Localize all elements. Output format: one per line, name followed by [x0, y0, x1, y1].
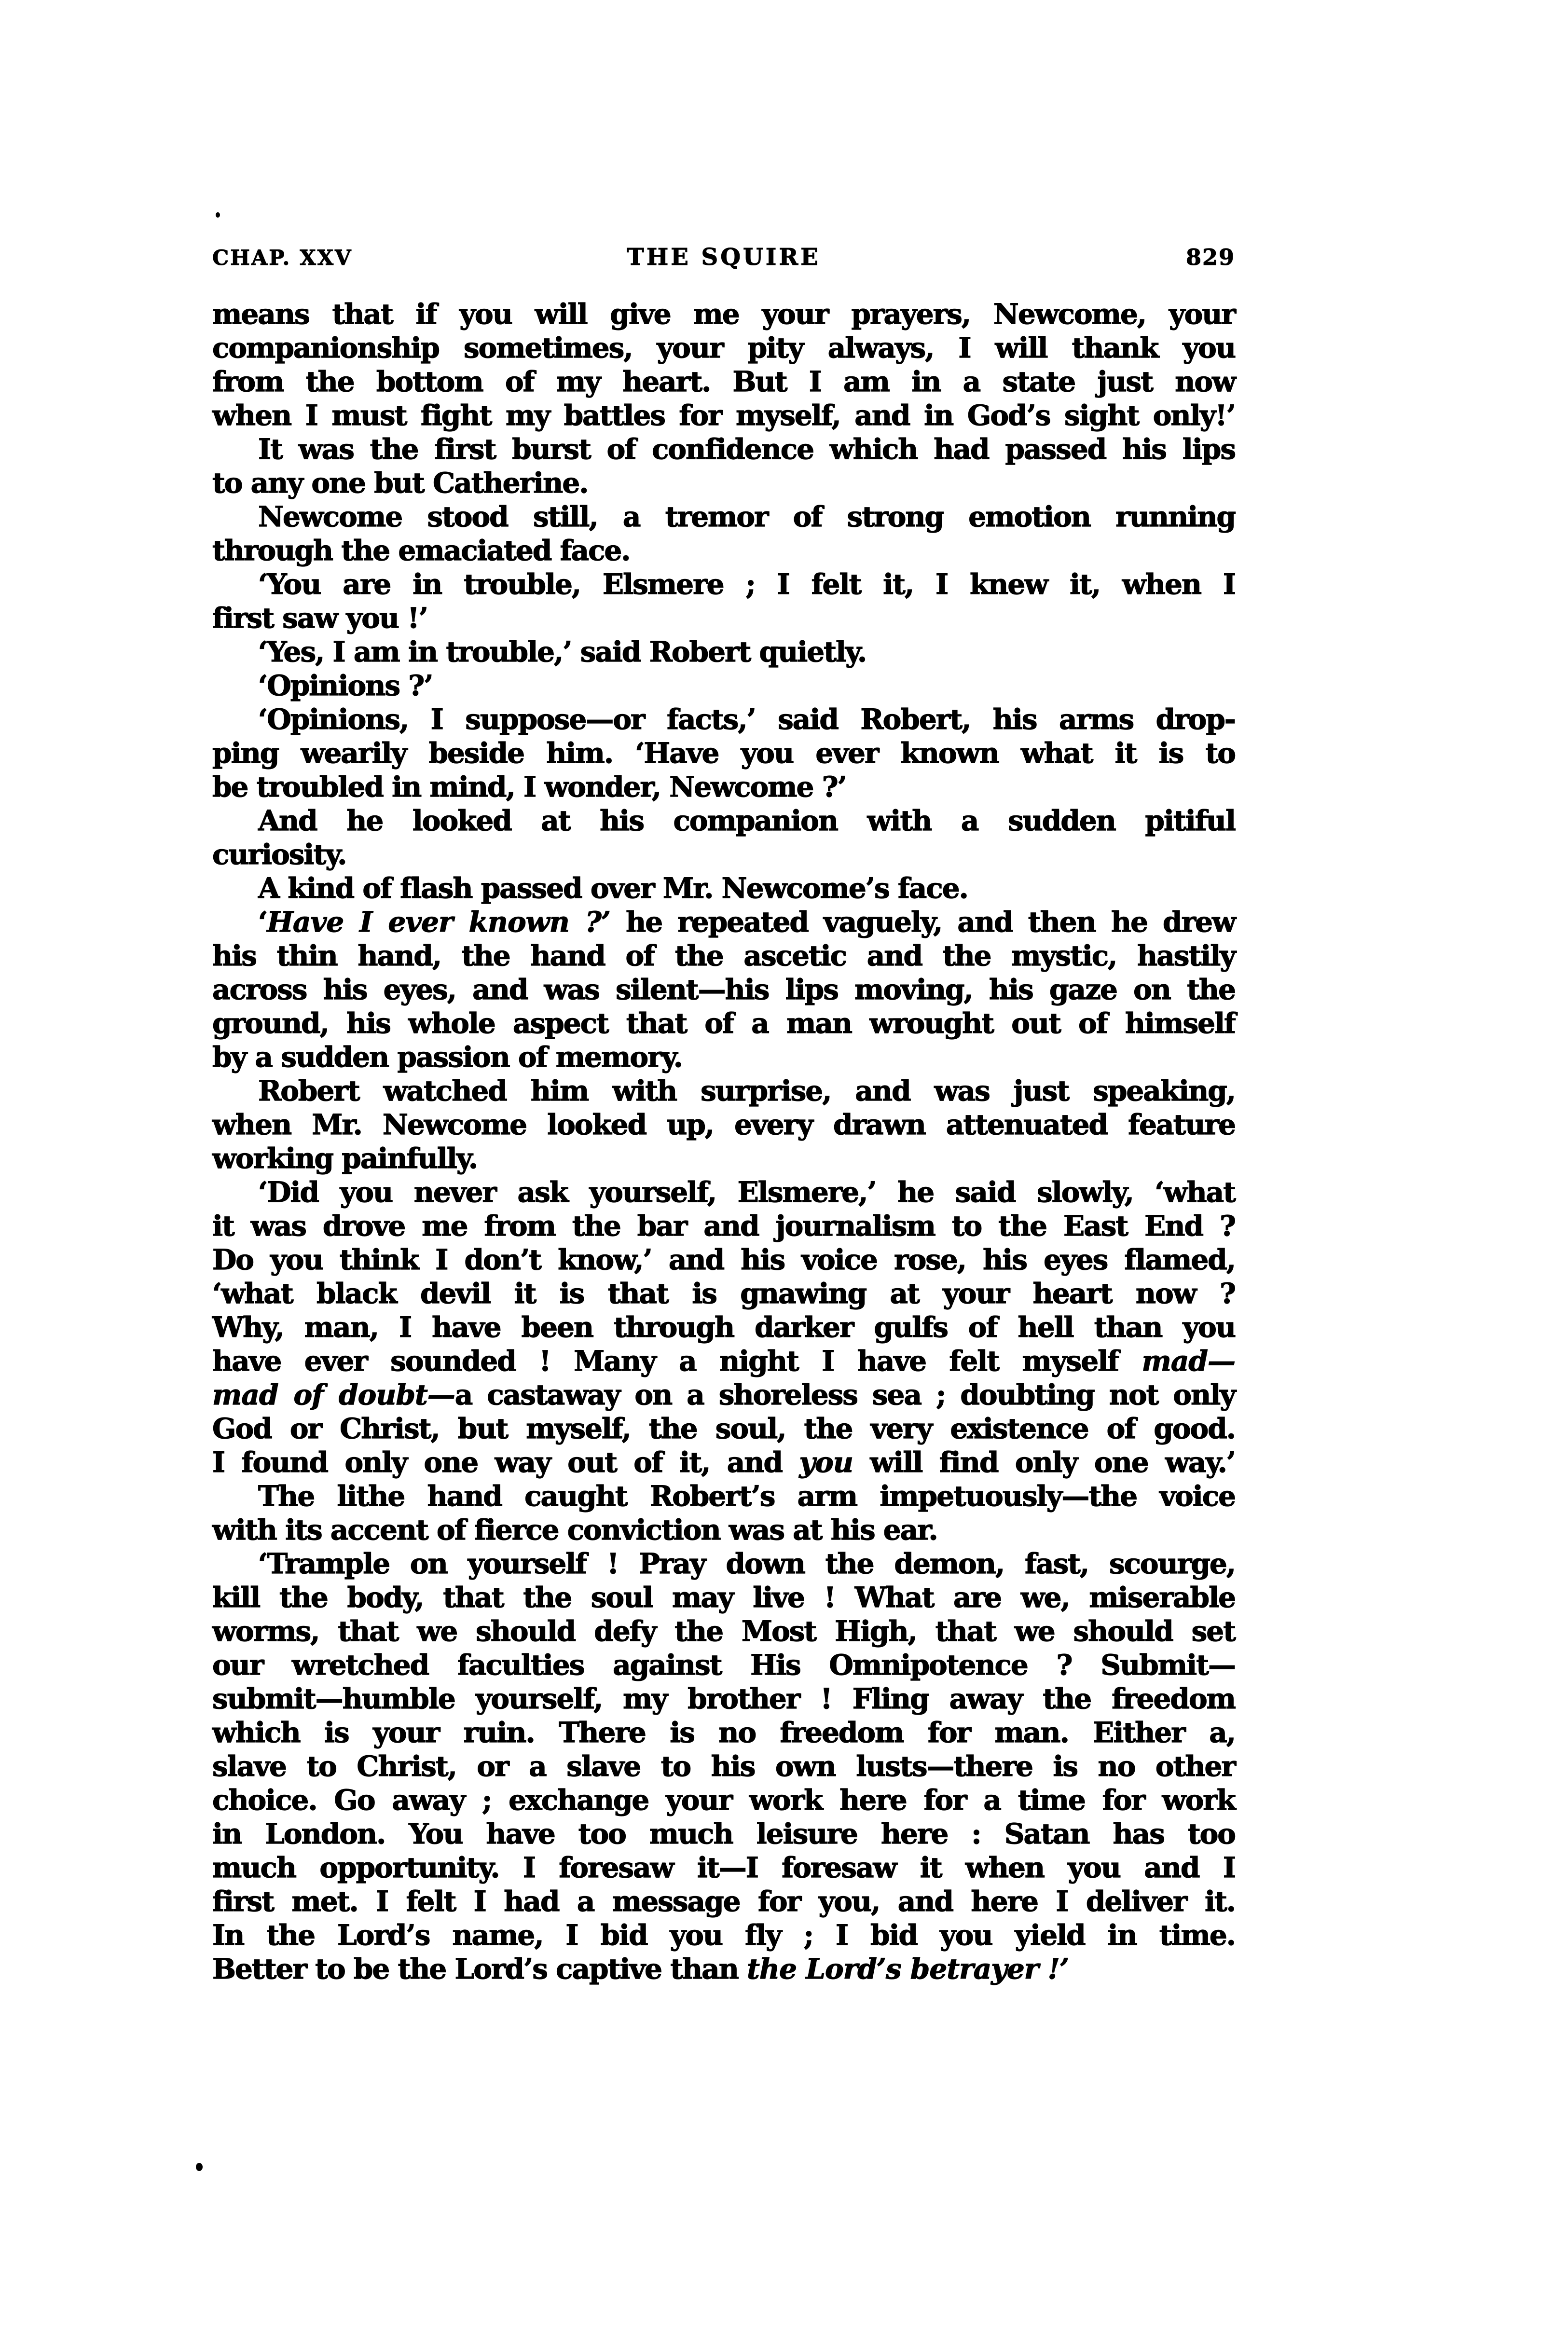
- text-line: across his eyes, and was silent—his lips moving, his gaze on the: [212, 973, 1235, 1006]
- text-line: by a sudden passion of memory.: [212, 1041, 682, 1073]
- text-line: worms, that we should defy the Most High, that we should set: [212, 1615, 1235, 1648]
- text-line: ‘Yes, I am in trouble,’ said Robert quietly.: [258, 635, 867, 668]
- text-line: The lithe hand caught Robert’s arm impetuously—the voice: [258, 1480, 1235, 1513]
- text-line: it was drove me from the bar and journalism to the East End ?: [212, 1210, 1235, 1242]
- text-line: companionship sometimes, your pity always, I will thank you: [212, 331, 1235, 364]
- page-number: 829: [1185, 244, 1235, 270]
- running-header: [212, 240, 1235, 275]
- text-line: In the Lord’s name, I bid you fly ; I bid you yield in time.: [212, 1919, 1235, 1952]
- text-line: slave to Christ, or a slave to his own lusts—there is no other: [212, 1750, 1235, 1783]
- text-line: I found only one way out of it, and you will find only one way.’: [212, 1446, 1235, 1479]
- text-line: through the emaciated face.: [212, 534, 630, 567]
- text-line: Robert watched him with surprise, and was just speaking,: [258, 1074, 1235, 1107]
- text-line: much opportunity. I foresaw it—I foresaw it when you and I: [212, 1851, 1235, 1884]
- text-line: Newcome stood still, a tremor of strong emotion running: [258, 500, 1235, 533]
- text-line: ‘Did you never ask yourself, Elsmere,’ he said slowly, ‘what: [258, 1176, 1235, 1209]
- text-line: when I must fight my battles for myself, and in God’s sight only!’: [212, 399, 1235, 432]
- text-line: which is your ruin. There is no freedom for man. Either a,: [212, 1716, 1235, 1749]
- text-line: means that if you will give me your prayers, Newcome, your: [212, 298, 1235, 330]
- text-line: be troubled in mind, I wonder, Newcome ?’: [212, 770, 846, 803]
- text-line: submit—humble yourself, my brother ! Fling away the freedom: [212, 1682, 1235, 1715]
- text-line: when Mr. Newcome looked up, every drawn attenuated feature: [212, 1108, 1235, 1141]
- text-line: A kind of flash passed over Mr. Newcome’s face.: [258, 872, 968, 905]
- text-line: ‘Opinions, I suppose—or facts,’ said Robert, his arms drop-: [258, 703, 1235, 736]
- text-line: ‘Trample on yourself ! Pray down the demon, fast, scourge,: [258, 1547, 1235, 1580]
- text-line: Why, man, I have been through darker gulfs of hell than you: [212, 1311, 1235, 1344]
- text-line: Do you think I don’t know,’ and his voice rose, his eyes flamed,: [212, 1243, 1235, 1276]
- text-line: working painfully.: [212, 1142, 478, 1175]
- text-line: ‘Opinions ?’: [258, 669, 433, 702]
- text-line: choice. Go away ; exchange your work here for a time for work: [212, 1784, 1235, 1816]
- text-line: first saw you !’: [212, 602, 427, 634]
- text-line: kill the body, that the soul may live ! What are we, miserable: [212, 1581, 1235, 1614]
- text-block: [212, 297, 1235, 1986]
- text-line: our wretched faculties against His Omnipotence ? Submit—: [212, 1649, 1235, 1681]
- text-line: ground, his whole aspect that of a man wrought out of himself: [212, 1007, 1235, 1040]
- text-line: God or Christ, but myself, the soul, the very existence of good.: [212, 1412, 1235, 1445]
- text-line: ‘what black devil it is that is gnawing at your heart now ?: [212, 1277, 1235, 1310]
- text-line: curiosity.: [212, 838, 346, 871]
- text-line: from the bottom of my heart. But I am in a state just now: [212, 365, 1235, 398]
- text-line: ping wearily beside him. ‘Have you ever known what it is to: [212, 737, 1235, 770]
- chapter-label: CHAP. XXV: [212, 246, 353, 270]
- ink-speck: [196, 2163, 203, 2171]
- text-line: ‘You are in trouble, Elsmere ; I felt it, I knew it, when I: [258, 568, 1235, 601]
- text-line: his thin hand, the hand of the ascetic and the mystic, hastily: [212, 939, 1235, 972]
- text-line: mad of doubt—a castaway on a shoreless sea ; doubting not only: [212, 1378, 1235, 1411]
- text-line: Better to be the Lord’s captive than the Lord’s betrayer !’: [212, 1953, 1069, 1985]
- text-line: have ever sounded ! Many a night I have felt myself mad—: [212, 1345, 1235, 1377]
- ink-speck: [216, 212, 220, 218]
- text-line: in London. You have too much leisure here : Satan has too: [212, 1817, 1235, 1850]
- page-title: THE SQUIRE: [627, 244, 821, 271]
- text-line: first met. I felt I had a message for you, and here I deliver it.: [212, 1885, 1235, 1918]
- text-line: to any one but Catherine.: [212, 467, 588, 499]
- text-line: And he looked at his companion with a sudden pitiful: [258, 804, 1235, 837]
- text-line: ‘Have I ever known ?’ he repeated vaguely, and then he drew: [258, 906, 1236, 938]
- text-line: with its accent of fierce conviction was at his ear.: [212, 1513, 937, 1546]
- text-line: It was the first burst of confidence which had passed his lips: [258, 433, 1235, 466]
